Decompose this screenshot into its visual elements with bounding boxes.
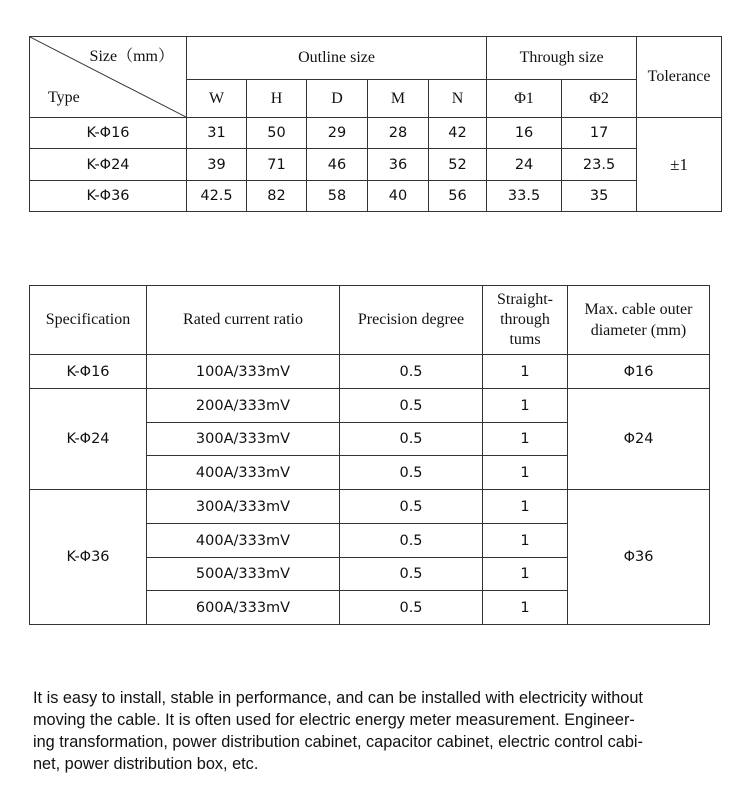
turns-cell: 1 xyxy=(483,591,568,625)
turns-cell: 1 xyxy=(483,355,568,389)
description-paragraph xyxy=(33,687,713,775)
spec-cell: K-Φ24 xyxy=(30,389,147,490)
rated-cell: 400A/333mV xyxy=(147,524,340,558)
turns-cell: 1 xyxy=(483,456,568,490)
diameter-cell: Φ16 xyxy=(568,355,710,389)
tolerance-value: ±1 xyxy=(637,118,722,212)
precision-cell: 0.5 xyxy=(340,558,483,591)
rated-cell: 300A/333mV xyxy=(147,490,340,524)
value-cell: 17 xyxy=(562,118,637,149)
header-m: M xyxy=(368,80,429,118)
header-d: D xyxy=(307,80,368,118)
description-line: It is easy to install, stable in performance, and can be installed with electricity without xyxy=(33,689,643,707)
turns-header xyxy=(483,286,568,355)
value-cell: 36 xyxy=(368,149,429,181)
turns-header-line: Straight- xyxy=(497,291,553,308)
description-line: ing transformation, power distribution cabinet, capacitor cabinet, electric control cabi- xyxy=(33,733,643,751)
rated-current-header: Rated current ratio xyxy=(147,286,340,355)
rated-cell: 100A/333mV xyxy=(147,355,340,389)
value-cell: 58 xyxy=(307,181,368,212)
value-cell: 71 xyxy=(247,149,307,181)
precision-header: Precision degree xyxy=(340,286,483,355)
table-row xyxy=(30,389,710,423)
specification-header: Specification xyxy=(30,286,147,355)
table-row xyxy=(30,490,710,524)
turns-header-line: through xyxy=(500,311,550,328)
header-n: N xyxy=(429,80,487,118)
precision-cell: 0.5 xyxy=(340,355,483,389)
turns-cell: 1 xyxy=(483,524,568,558)
precision-cell: 0.5 xyxy=(340,490,483,524)
diameter-header-line: Max. cable outer xyxy=(584,301,693,318)
table-row xyxy=(30,149,722,181)
turns-cell: 1 xyxy=(483,423,568,456)
precision-cell: 0.5 xyxy=(340,389,483,423)
header-h: H xyxy=(247,80,307,118)
header-phi2: Φ2 xyxy=(562,80,637,118)
value-cell: 42 xyxy=(429,118,487,149)
table-row xyxy=(30,181,722,212)
value-cell: 35 xyxy=(562,181,637,212)
outline-size-table xyxy=(29,36,722,212)
table-row xyxy=(30,118,722,149)
table-row xyxy=(30,355,710,389)
diameter-header xyxy=(568,286,710,355)
turns-cell: 1 xyxy=(483,490,568,524)
spec-cell: K-Φ36 xyxy=(30,490,147,625)
diameter-cell: Φ36 xyxy=(568,490,710,625)
value-cell: 16 xyxy=(487,118,562,149)
turns-cell: 1 xyxy=(483,389,568,423)
value-cell: 23.5 xyxy=(562,149,637,181)
header-w: W xyxy=(187,80,247,118)
spec-cell: K-Φ16 xyxy=(30,355,147,389)
diameter-cell: Φ24 xyxy=(568,389,710,490)
turns-header-line: tums xyxy=(509,331,541,348)
rated-cell: 400A/333mV xyxy=(147,456,340,490)
specification-table xyxy=(29,285,710,625)
value-cell: 82 xyxy=(247,181,307,212)
value-cell: 46 xyxy=(307,149,368,181)
value-cell: 29 xyxy=(307,118,368,149)
value-cell: 24 xyxy=(487,149,562,181)
value-cell: 52 xyxy=(429,149,487,181)
rated-cell: 200A/333mV xyxy=(147,389,340,423)
through-size-header: Through size xyxy=(487,37,637,80)
tolerance-header: Tolerance xyxy=(637,37,722,118)
precision-cell: 0.5 xyxy=(340,456,483,490)
value-cell: 40 xyxy=(368,181,429,212)
precision-cell: 0.5 xyxy=(340,524,483,558)
value-cell: 31 xyxy=(187,118,247,149)
size-label: Size（mm） xyxy=(89,48,174,65)
value-cell: 33.5 xyxy=(487,181,562,212)
type-cell: K-Φ24 xyxy=(30,149,187,181)
type-cell: K-Φ36 xyxy=(30,181,187,212)
outline-size-header: Outline size xyxy=(187,37,487,80)
value-cell: 56 xyxy=(429,181,487,212)
value-cell: 39 xyxy=(187,149,247,181)
turns-cell: 1 xyxy=(483,558,568,591)
rated-cell: 300A/333mV xyxy=(147,423,340,456)
description-line: moving the cable. It is often used for electric energy meter measurement. Engineer- xyxy=(33,711,635,729)
header-phi1: Φ1 xyxy=(487,80,562,118)
type-label: Type xyxy=(48,89,80,106)
diameter-header-line: diameter (mm) xyxy=(590,322,687,339)
value-cell: 50 xyxy=(247,118,307,149)
rated-cell: 500A/333mV xyxy=(147,558,340,591)
type-cell: K-Φ16 xyxy=(30,118,187,149)
description-line: net, power distribution box, etc. xyxy=(33,755,259,773)
value-cell: 28 xyxy=(368,118,429,149)
precision-cell: 0.5 xyxy=(340,423,483,456)
corner-header-cell xyxy=(30,37,187,118)
value-cell: 42.5 xyxy=(187,181,247,212)
precision-cell: 0.5 xyxy=(340,591,483,625)
rated-cell: 600A/333mV xyxy=(147,591,340,625)
